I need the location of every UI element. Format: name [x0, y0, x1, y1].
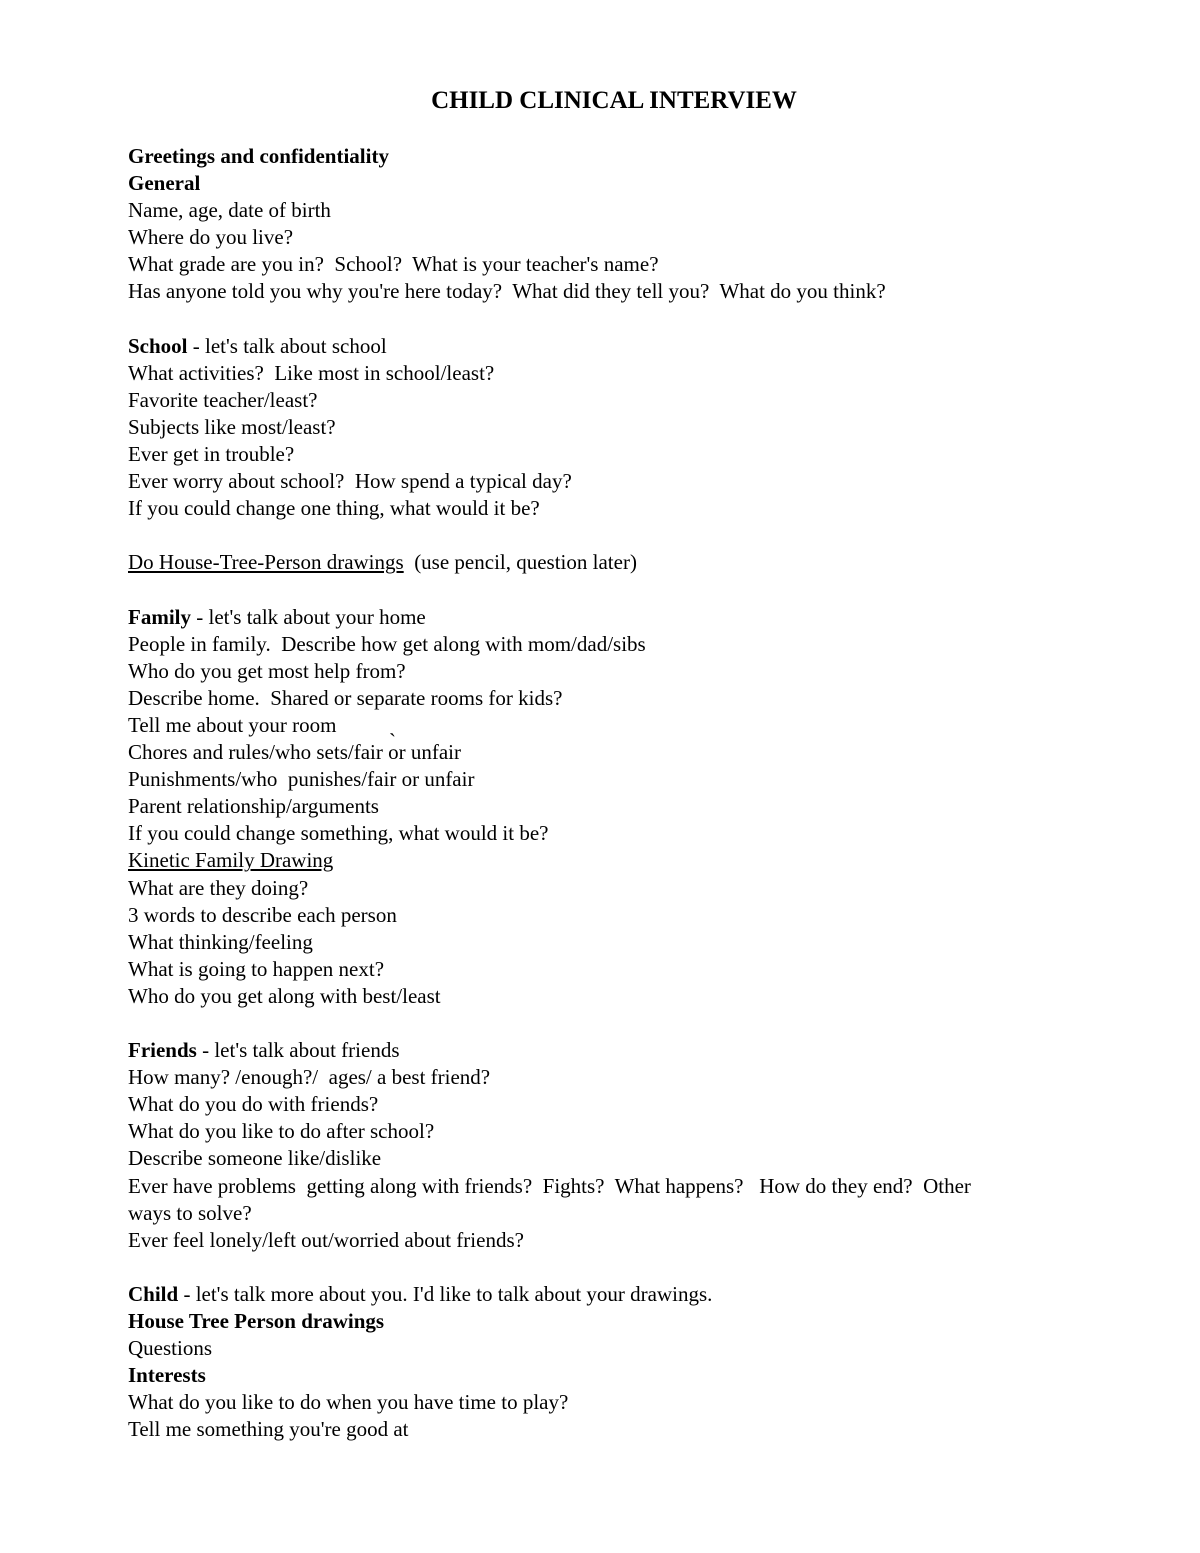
school-intro: - let's talk about school	[187, 333, 387, 358]
friends-line: Ever feel lonely/left out/worried about friends?	[128, 1227, 524, 1252]
child-heading-line	[128, 1281, 1088, 1308]
family-heading-line	[128, 604, 1088, 631]
interests-line: What do you like to do when you have time to play?	[128, 1390, 569, 1415]
htp-instruction-note: (use pencil, question later)	[403, 550, 637, 575]
htp-instruction-line	[128, 549, 1088, 576]
interests-line: Tell me something you're good at	[128, 1417, 409, 1442]
friends-line: Ever have problems getting along with friends? Fights? What happens? How do they end? Other	[128, 1173, 971, 1198]
htp-line: Questions	[128, 1336, 212, 1361]
friends-heading: Friends	[128, 1038, 197, 1063]
school-line: If you could change one thing, what would it be?	[128, 496, 540, 521]
friends-line: What do you do with friends?	[128, 1092, 379, 1117]
spacer	[128, 577, 1088, 604]
kinetic-line: What is going to happen next?	[128, 956, 385, 981]
kinetic-line: Who do you get along with best/least	[128, 983, 441, 1008]
school-line: Subjects like most/least?	[128, 414, 336, 439]
spacer	[128, 1254, 1088, 1281]
document-body	[128, 143, 1088, 1444]
school-line: What activities? Like most in school/least?	[128, 360, 495, 385]
spacer	[128, 1010, 1088, 1037]
general-line: Has anyone told you why you're here today? What did they tell you? What do you think?	[128, 279, 886, 304]
spacer	[128, 306, 1088, 333]
general-line: What grade are you in? School? What is your teacher's name?	[128, 252, 659, 277]
friends-line: Describe someone like/dislike	[128, 1146, 382, 1171]
interests-heading: Interests	[128, 1363, 206, 1388]
friends-line: What do you like to do after school?	[128, 1119, 435, 1144]
school-line: Ever get in trouble?	[128, 442, 295, 467]
family-line: Punishments/who punishes/fair or unfair	[128, 767, 475, 792]
school-heading-line	[128, 333, 1088, 360]
spacer	[128, 522, 1088, 549]
child-intro: - let's talk more about you. I'd like to talk about your drawings.	[178, 1281, 713, 1306]
family-line: Parent relationship/arguments	[128, 794, 379, 819]
family-heading: Family	[128, 604, 191, 629]
school-line: Ever worry about school? How spend a typical day?	[128, 469, 572, 494]
family-line: Tell me about your room ˎ	[128, 712, 396, 737]
greetings-heading: Greetings and confidentiality	[128, 144, 389, 168]
friends-line: ways to solve?	[128, 1200, 252, 1225]
kinetic-family-drawing-heading: Kinetic Family Drawing	[128, 848, 334, 873]
family-line: Chores and rules/who sets/fair or unfair	[128, 740, 461, 765]
family-line: Describe home. Shared or separate rooms for kids?	[128, 685, 563, 710]
kinetic-line: What are they doing?	[128, 875, 309, 900]
kinetic-line: 3 words to describe each person	[128, 902, 397, 927]
friends-heading-line	[128, 1037, 1088, 1064]
general-heading: General	[128, 171, 201, 196]
htp-drawings-heading: House Tree Person drawings	[128, 1309, 385, 1334]
child-heading: Child	[128, 1281, 179, 1306]
general-line: Name, age, date of birth	[128, 198, 331, 223]
kinetic-line: What thinking/feeling	[128, 929, 313, 954]
family-intro: - let's talk about your home	[191, 604, 426, 629]
friends-line: How many? /enough?/ ages/ a best friend?	[128, 1065, 491, 1090]
family-line: If you could change something, what would it be?	[128, 821, 549, 846]
school-heading: School	[128, 333, 188, 358]
document-title: CHILD CLINICAL INTERVIEW	[431, 87, 797, 114]
general-line: Where do you live?	[128, 225, 294, 250]
friends-intro: - let's talk about friends	[196, 1038, 400, 1063]
htp-instruction: Do House-Tree-Person drawings	[128, 550, 404, 575]
family-line: People in family. Describe how get along with mom/dad/sibs	[128, 631, 646, 656]
family-line: Who do you get most help from?	[128, 658, 406, 683]
school-line: Favorite teacher/least?	[128, 387, 318, 412]
